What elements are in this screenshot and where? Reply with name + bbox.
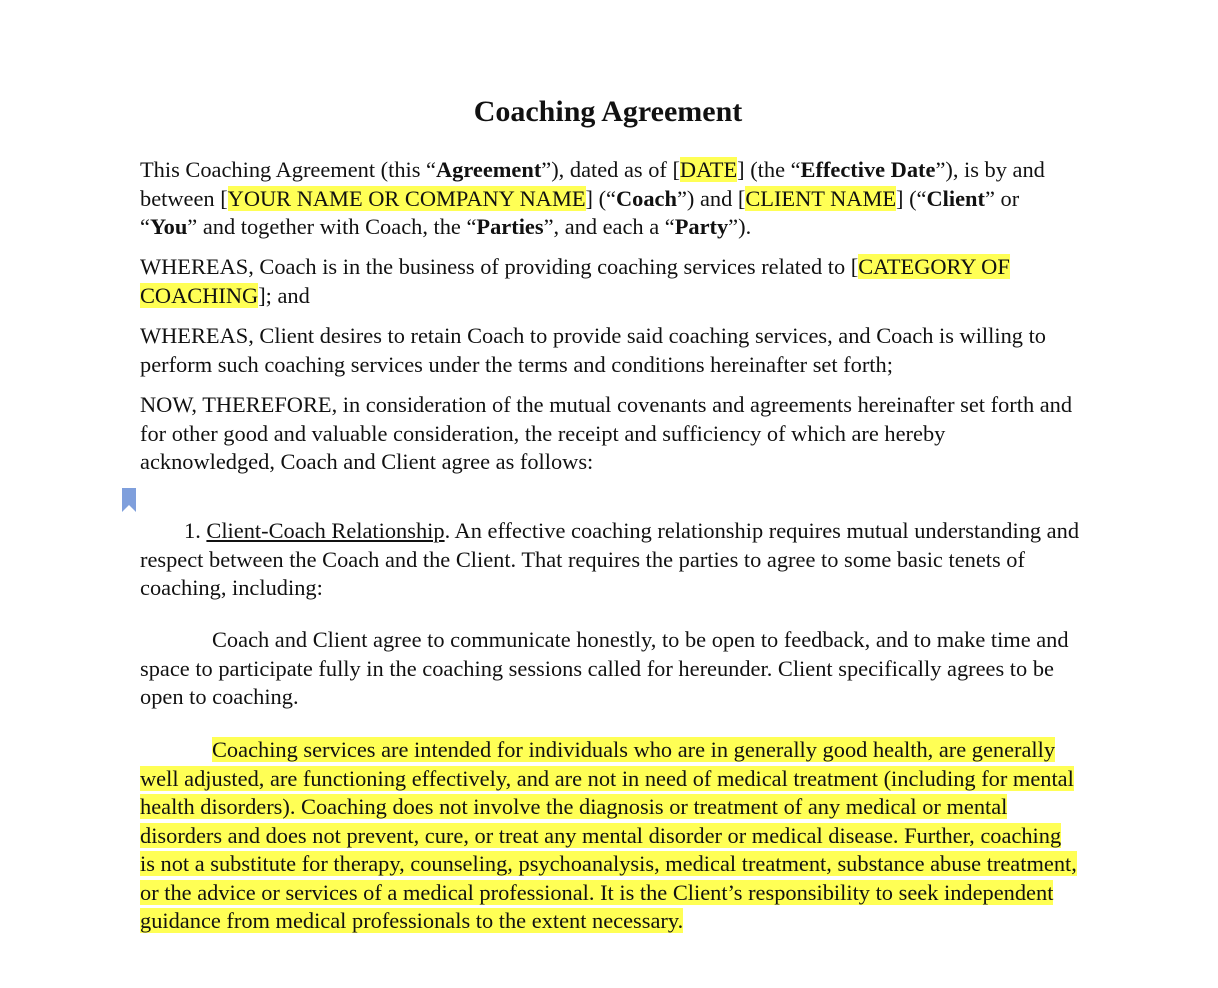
whereas-paragraph-1: WHEREAS, Coach is in the business of providing coaching services related to [CATEGORY OF COACHING]; and <box>140 254 1010 308</box>
section-heading: Client-Coach Relationship <box>206 518 445 543</box>
placeholder-client-name[interactable]: CLIENT NAME <box>745 185 897 211</box>
section-1-paragraph: 1. Client-Coach Relationship. An effective coaching relationship requires mutual understanding and respect between the Coach and the Client. That requires the parties to agree to some basic tenets of coaching, including: <box>140 518 1080 600</box>
now-therefore-paragraph: NOW, THEREFORE, in consideration of the mutual covenants and agreements hereinafter set forth and for other good and valuable consideration, the receipt and sufficiency of which are hereby acknowledged, Coach and Client agree as follows: <box>140 392 1073 474</box>
bookmark-icon[interactable] <box>122 488 136 512</box>
defined-term-coach: Coach <box>616 185 677 211</box>
defined-term-parties: Parties <box>476 214 544 239</box>
defined-term-client: Client <box>926 185 985 211</box>
intro-paragraph: This Coaching Agreement (this “Agreement”), dated as of [DATE] (the “Effective Date”), is by and between [YOUR NAME OR COMPANY NAME] (“Coach”) and [CLIENT NAME] (“Client” or “You” and together with Coach, the “Parties”, and each a “Party”). <box>140 157 1045 239</box>
defined-term-agreement: Agreement <box>436 157 542 182</box>
document-title: Coaching Agreement <box>473 95 743 128</box>
placeholder-category[interactable]: CATEGORY OF COACHING <box>140 254 1010 308</box>
defined-term-effective-date: Effective Date <box>800 157 936 182</box>
section-number: 1. <box>184 518 201 543</box>
whereas-paragraph-2: WHEREAS, Client desires to retain Coach to provide said coaching services, and Coach is willing to perform such coaching services under the terms and conditions hereinafter set forth; <box>140 323 1047 377</box>
defined-term-you: You <box>149 214 188 239</box>
honesty-paragraph: Coach and Client agree to communicate honestly, to be open to feedback, and to make time and space to participate fully in the coaching sessions called for hereunder. Client specifically agrees to be open to coaching. <box>140 627 1069 709</box>
placeholder-date[interactable]: DATE <box>679 157 738 182</box>
placeholder-your-name[interactable]: YOUR NAME OR COMPANY NAME <box>227 185 586 211</box>
health-paragraph: Coaching services are intended for individuals who are in generally good health, are generally well adjusted, are functioning effectively, and are not in need of medical treatment (including for mental health disorders). Coaching does not involve the diagnosis or treatment of any medical or mental disorders and does not prevent, cure, or treat any mental disorder or medical disease. Further, coaching is not a substitute for therapy, counseling, psychoanalysis, medical treatment, substance abuse treatment, or the advice or services of a medical professional. It is the Client’s responsibility to seek independent guidance from medical professionals to the extent necessary. <box>140 737 1077 933</box>
defined-term-party: Party <box>674 214 729 239</box>
